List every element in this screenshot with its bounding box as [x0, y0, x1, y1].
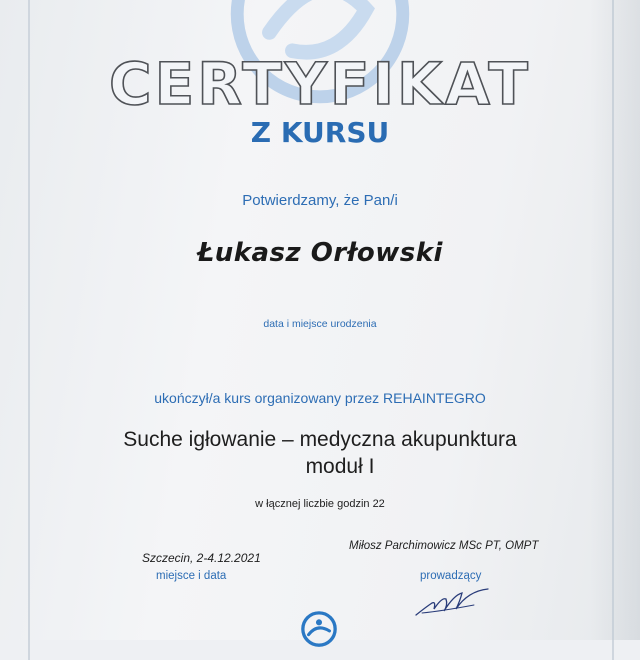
confirm-text: Potwierdzamy, że Pan/i: [242, 192, 398, 209]
course-title-line2: moduł I: [305, 455, 375, 478]
rehaintegro-logo-icon: [300, 610, 338, 648]
place-date-value: Szczecin, 2-4.12.2021: [142, 551, 261, 565]
certificate-title: CERTYFIKAT: [109, 50, 531, 118]
instructor-name: Miłosz Parchimowicz MSc PT, OMPT: [349, 540, 539, 552]
birth-date-place-label: data i miejsce urodzenia: [263, 318, 377, 330]
course-title-line1: Suche igłowanie – medyczna akupunktura: [123, 428, 517, 451]
certificate-subtitle: Z KURSU: [250, 116, 390, 149]
place-date-label: miejsce i data: [156, 570, 227, 582]
instructor-label: prowadzący: [420, 570, 482, 582]
completion-text: ukończył/a kurs organizowany przez REHAINTEGRO: [154, 390, 486, 406]
signature-icon: [412, 585, 492, 619]
hours-text: w łącznej liczbie godzin 22: [255, 498, 385, 510]
paper-edge-shadow: [590, 0, 640, 640]
participant-name: Łukasz Orłowski: [197, 238, 443, 268]
